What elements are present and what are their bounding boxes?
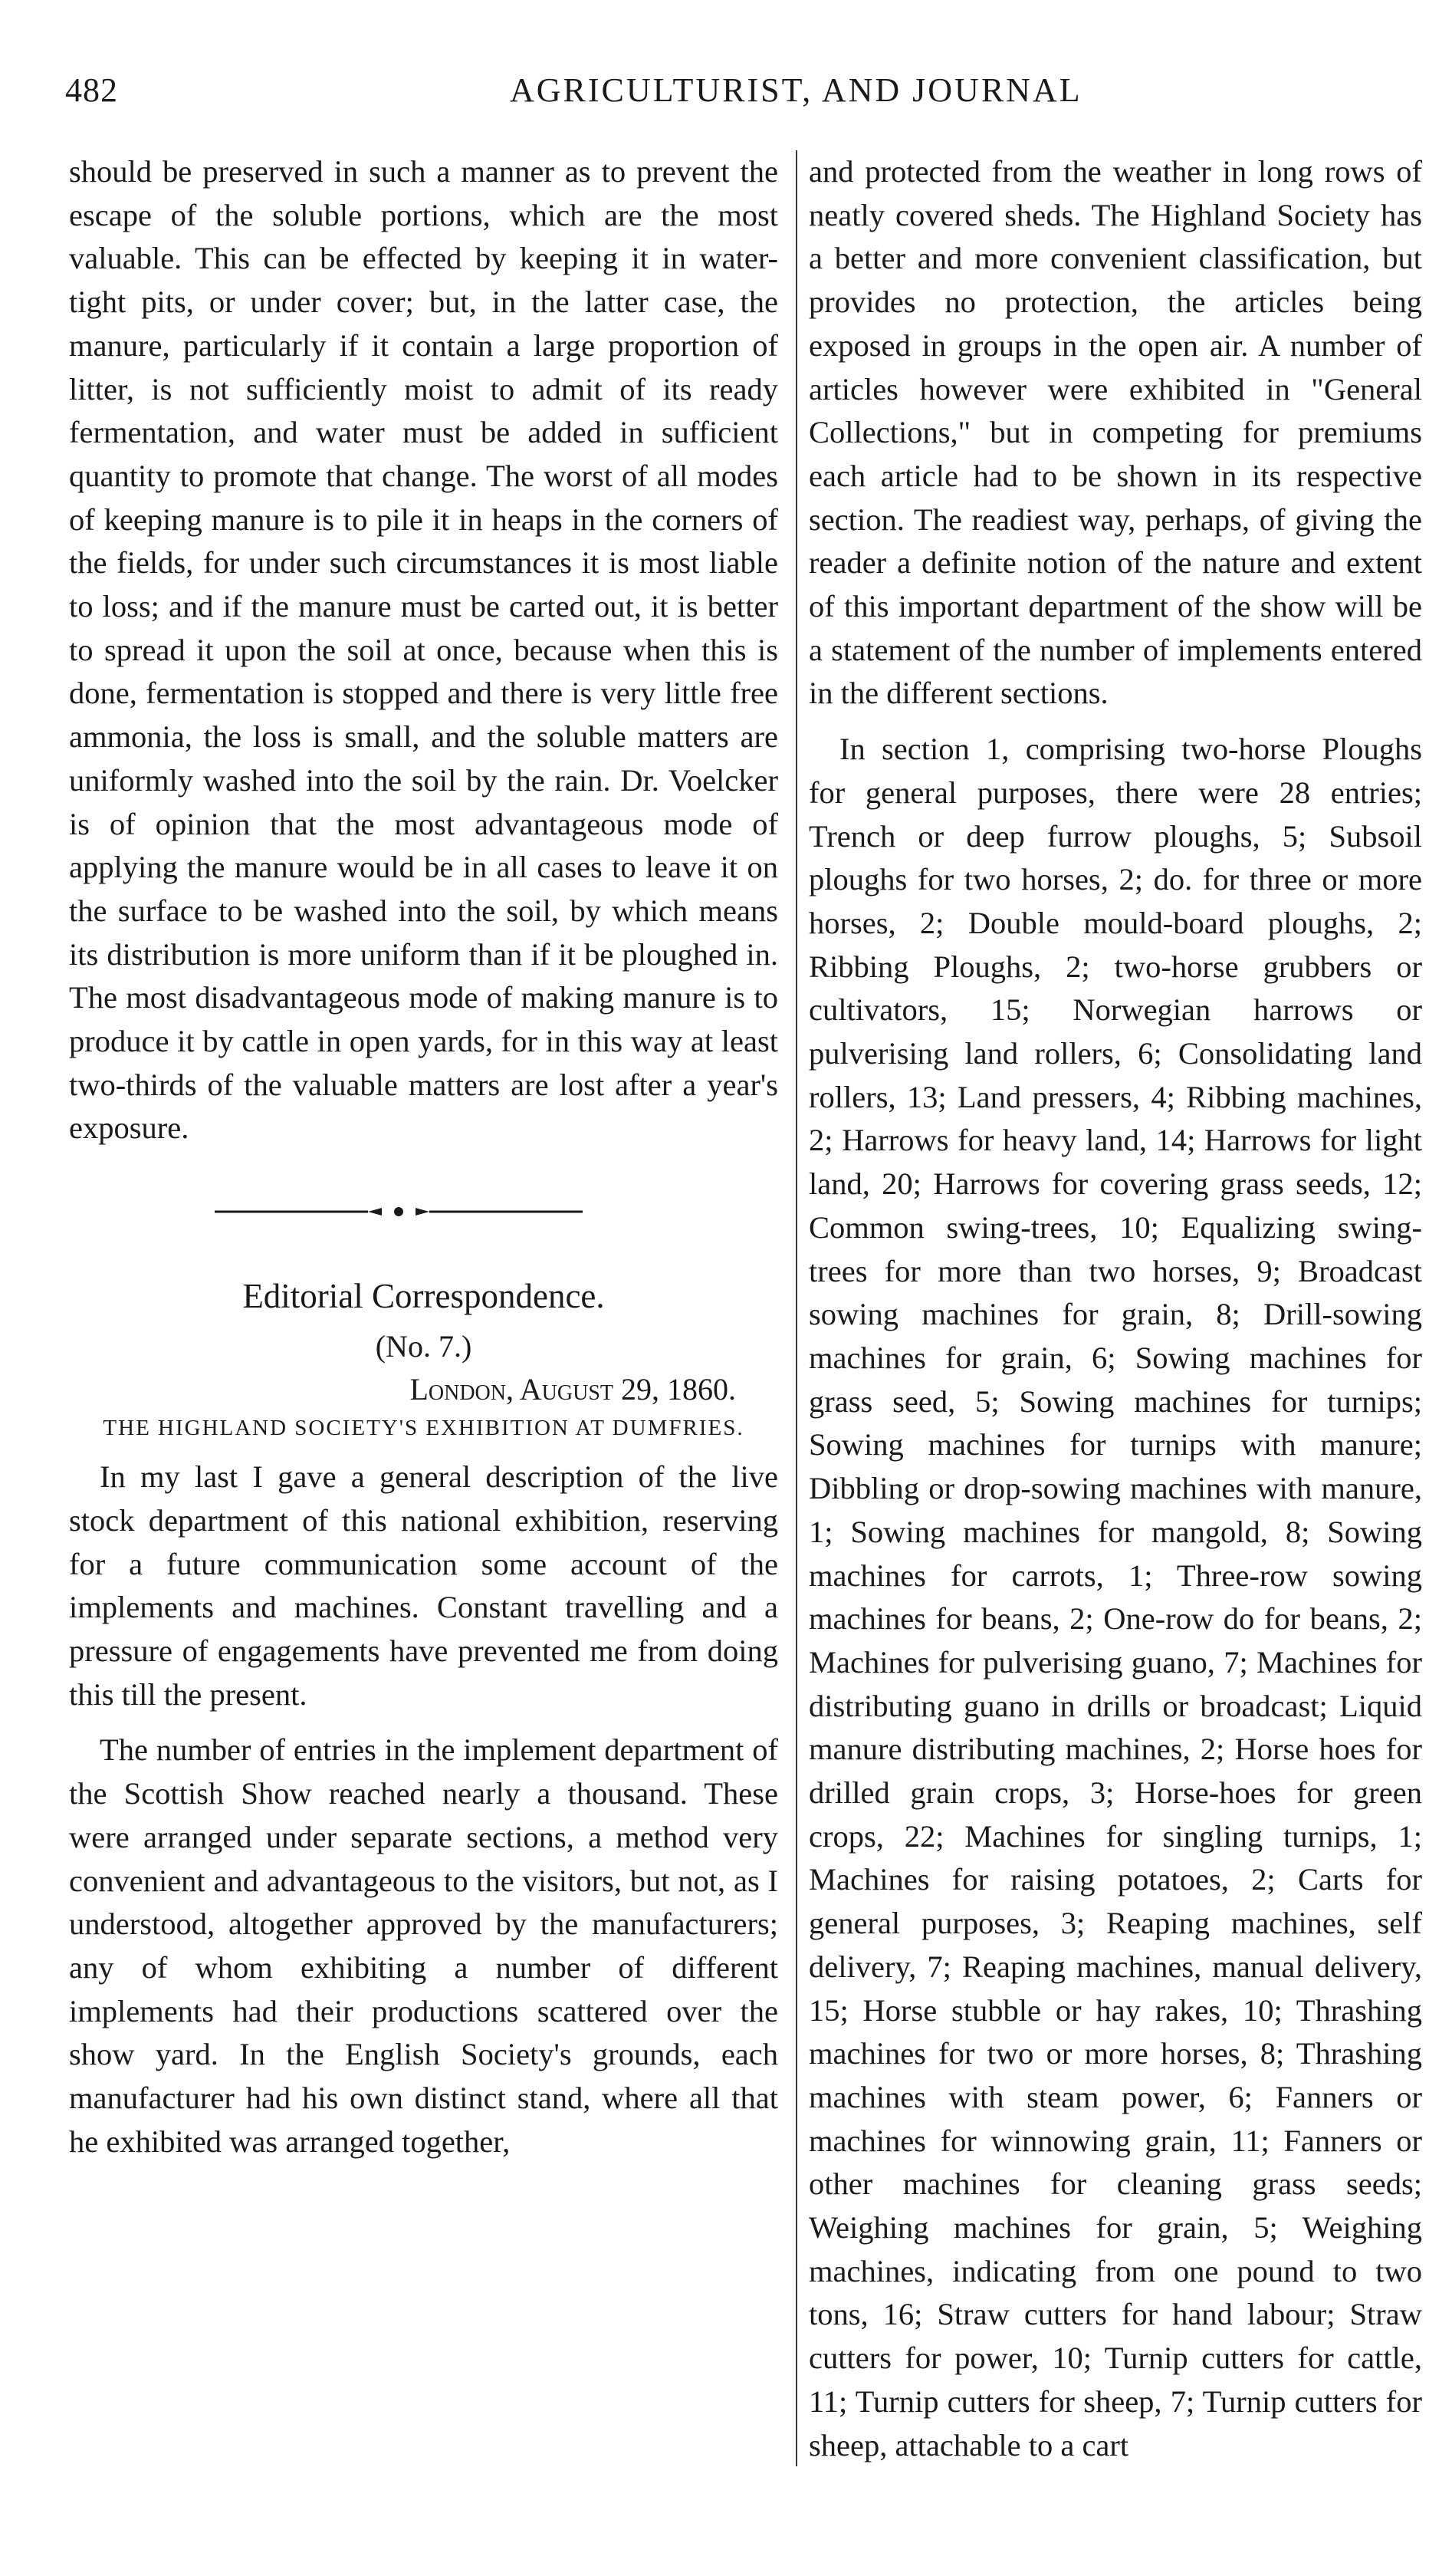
column-divider — [796, 150, 797, 2466]
letter-number: (No. 7.) — [375, 1329, 472, 1364]
running-title: AGRICULTURIST, AND JOURNAL — [510, 71, 1082, 109]
page-number: 482 — [65, 71, 118, 109]
article-paragraph: should be preserved in such a manner as to prevent the escape of the soluble portions, which are the most valuable. This can be effected by keeping it in water-tight pits, or under cover; but, in the latter case, the manure, particularly if it contain a large proportion of litter, is not sufficiently moist to admit of its ready fermentation, and water must be added in sufficient quantity to promote that change. The worst of all modes of keeping manure is to pile it in heaps in the corners of the fields, for under such circumstances it is most liable to loss; and if the manure must be carted out, it is better to spread it upon the soil at once, because when this is done, fermentation is stopped and there is very little free ammonia, the loss is small, and the soluble matters are uniformly washed into the soil by the rain. Dr. Voelcker is of opinion that the most advantageous mode of applying the manure would be in all cases to leave it on the surface to be washed into the soil, by which means its distribution is more uniform than if it be ploughed in. The most disadvantageous mode of making manure is to produce it by cattle in open yards, for in this way at least two-thirds of the valuable matters are lost after a year's exposure. — [69, 154, 778, 1146]
left-column — [69, 150, 778, 2163]
article-paragraph: The number of entries in the implement department of the Scottish Show reached nearly a thousand. These were arranged under separate sections, a method very convenient and advantageous to the visitors, but not, as I understood, altogether approved by the manufacturers; any of whom exhibiting a number of different implements had their productions scattered over the show yard. In the English Society's grounds, each manufacturer had his own distinct stand, where all that he exhibited was arranged together, — [69, 1732, 778, 2159]
ornamental-rule — [69, 1189, 778, 1235]
article-paragraph: In my last I gave a general description of the live stock department of this national exhibition, reserving for a future communication some account of the implements and machines. Constant travelling and a pressure of engagements have prevented me from doing this till the present. — [69, 1459, 778, 1712]
section-heading: Editorial Correspondence. — [242, 1277, 605, 1316]
right-column — [809, 150, 1422, 2497]
dateline: London, August 29, 1860. — [409, 1372, 736, 1407]
article-paragraph: and protected from the weather in long rows of neatly covered sheds. The Highland Society has a better and more convenient classification, but provides no protection, the articles being exposed in groups in the open air. A number of articles however were exhibited in "General Collections," but in competing for premiums each article had to be shown in its respective section. The readiest way, perhaps, of giving the reader a definite notion of the nature and extent of this important department of the show will be a statement of the number of implements entered in the different sections. — [809, 154, 1422, 711]
article-paragraph: In section 1, comprising two-horse Ploughs for general purposes, there were 28 entries; Trench or deep furrow ploughs, 5; Subsoil ploughs for two horses, 2; do. for three or more horses, 2; Double mould-board ploughs, 2; Ribbing Ploughs, 2; two-horse grubbers or cultivators, 15; Norwegian harrows or pulverising land rollers, 6; Consolidating land rollers, 13; Land pressers, 4; Ribbing machines, 2; Harrows for heavy land, 14; Harrows for light land, 20; Harrows for covering grass seeds, 12; Common swing-trees, 10; Equalizing swing-trees for more than two horses, 9; Broadcast sowing machines for grain, 8; Drill-sowing machines for grain, 6; Sowing machines for grass seed, 5; Sowing machines for turnips; Sowing machines for turnips with manure; Dibbling or drop-sowing machines with manure, 1; Sowing machines for mangold, 8; Sowing machines for carrots, 1; Three-row sowing machines for beans, 2; One-row do for beans, 2; Machines for pulverising guano, 7; Machines for distributing guano in drills or broadcast; Liquid manure distributing machines, 2; Horse hoes for drilled grain crops, 3; Horse-hoes for green crops, 22; Machines for singling turnips, 1; Machines for raising potatoes, 2; Carts for general purposes, 3; Reaping machines, self delivery, 7; Reaping machines, manual delivery, 15; Horse stubble or hay rakes, 10; Thrashing machines for two or more horses, 8; Thrashing machines with steam power, 6; Fanners or machines for winnowing grain, 11; Fanners or other machines for cleaning grass seeds; Weighing machines for grain, 5; Weighing machines, indicating from one pound to two tons, 16; Straw cutters for hand labour; Straw cutters for power, 10; Turnip cutters for cattle, 11; Turnip cutters for sheep, 7; Turnip cutters for sheep, attachable to a cart — [809, 732, 1422, 2462]
article-subhead: THE HIGHLAND SOCIETY'S EXHIBITION AT DUMFRIES. — [103, 1416, 744, 1441]
ornament-icon — [215, 1202, 583, 1221]
running-head — [65, 71, 1399, 124]
